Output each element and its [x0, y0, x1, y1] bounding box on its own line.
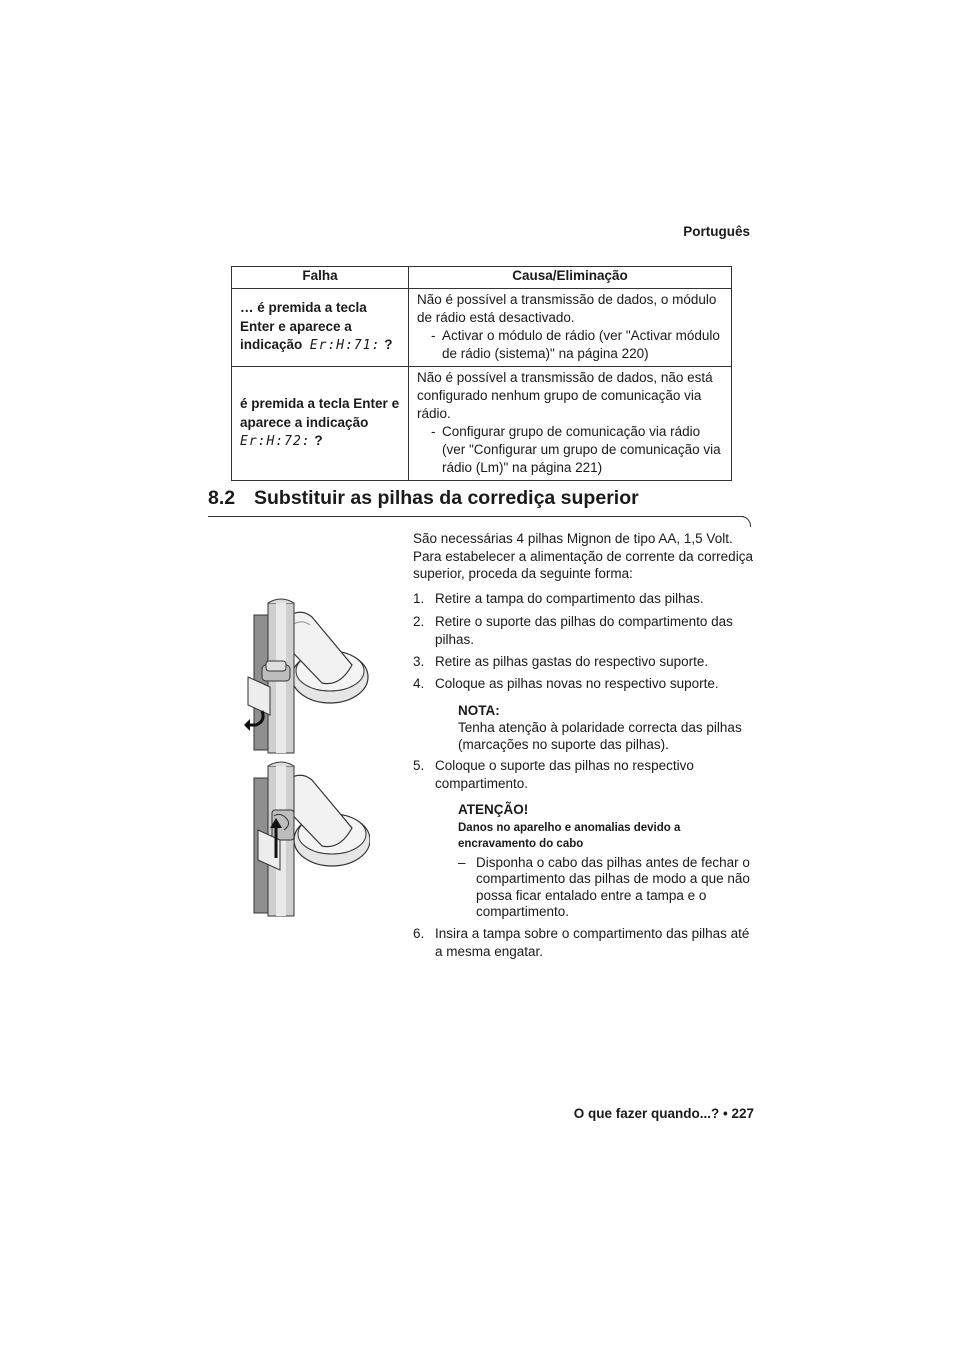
- column-header-cause: Causa/Eliminação: [409, 267, 732, 289]
- language-label: Português: [683, 224, 750, 239]
- list-item: [413, 613, 758, 648]
- step-number: 5.: [413, 758, 425, 773]
- intro-paragraph: São necessárias 4 pilhas Mignon de tipo AA, 1,5 Volt. Para estabelecer a alimentação de corrente da corrediça superior, proceda da seguinte forma:: [413, 531, 753, 581]
- note-heading: NOTA:: [458, 703, 500, 718]
- battery-removal-illustration: [240, 595, 370, 755]
- step-number: 2.: [413, 614, 425, 629]
- question-mark: ?: [384, 337, 393, 353]
- battery-insertion-illustration: [240, 758, 370, 918]
- fault-text-line: Enter e aparece a: [240, 318, 352, 334]
- list-item: [413, 590, 758, 608]
- section-number: 8.2: [208, 487, 236, 509]
- fault-cell: [232, 289, 409, 367]
- list-item: [413, 675, 758, 693]
- warning-item: [458, 855, 758, 920]
- list-item: [413, 653, 758, 671]
- fault-cell: [232, 367, 409, 481]
- step-text: Retire a tampa do compartimento das pilhas.: [435, 591, 704, 606]
- step-number: 4.: [413, 676, 425, 691]
- fault-text-line: … é premida a tecla: [240, 300, 367, 316]
- step-number: 6.: [413, 926, 425, 941]
- step-number: 3.: [413, 654, 425, 669]
- remedy-item: [417, 327, 727, 363]
- fault-text-line: [240, 432, 404, 452]
- table-row: [232, 289, 732, 367]
- remedy-item: [417, 423, 727, 477]
- cause-text: Não é possível a transmissão de dados, o módulo de rádio está desactivado.: [417, 292, 717, 325]
- list-item: [413, 925, 758, 960]
- warning-item-text: Disponha o cabo das pilhas antes de fechar o compartimento das pilhas de modo a que não possa ficar entalado entre a tampa e o compartimento.: [476, 855, 750, 919]
- section-rule-end: [736, 516, 751, 527]
- display-code: Er:H:71:: [309, 338, 381, 354]
- warning-subheading: Danos no aparelho e anomalias devido a encravamento do cabo: [458, 822, 681, 850]
- troubleshooting-table: [231, 266, 732, 481]
- section-rule: [208, 516, 744, 517]
- table-header-row: [232, 267, 732, 289]
- dash-marker: -: [431, 424, 436, 439]
- question-mark: ?: [314, 433, 323, 449]
- table-row: [232, 367, 732, 481]
- remedy-text: Configurar grupo de comunicação via rádio (ver "Configurar um grupo de comunicação via rádio (Lm)" na página 221): [442, 424, 721, 475]
- step-text: Coloque as pilhas novas no respectivo suporte.: [435, 676, 719, 691]
- cause-cell: [409, 289, 732, 367]
- step-number: 1.: [413, 591, 425, 606]
- remedy-text: Activar o módulo de rádio (ver "Activar módulo de rádio (sistema)" na página 220): [442, 328, 720, 361]
- warning-heading: ATENÇÃO!: [458, 802, 529, 817]
- column-header-fault: Falha: [232, 267, 409, 289]
- step-text: Insira a tampa sobre o compartimento das pilhas até a mesma engatar.: [435, 926, 750, 959]
- list-item: [413, 757, 758, 792]
- step-text: Retire o suporte das pilhas do compartimento das pilhas.: [435, 614, 733, 647]
- fault-text-line: [240, 336, 404, 356]
- cause-cell: [409, 367, 732, 481]
- step-text: Coloque o suporte das pilhas no respectivo compartimento.: [435, 758, 694, 791]
- section-title: Substituir as pilhas da corrediça superior: [254, 487, 639, 509]
- step-text: Retire as pilhas gastas do respectivo suporte.: [435, 654, 709, 669]
- cause-text: Não é possível a transmissão de dados, não está configurado nenhum grupo de comunicação via rádio.: [417, 370, 713, 421]
- bullet-marker: –: [458, 855, 466, 870]
- fault-text-line: é premida a tecla Enter e: [240, 396, 400, 412]
- display-code: Er:H:72:: [240, 434, 311, 450]
- note-text: Tenha atenção à polaridade correcta das pilhas (marcações no suporte das pilhas).: [458, 720, 742, 752]
- section-heading: [208, 487, 639, 510]
- page-footer: O que fazer quando...? • 227: [573, 1106, 754, 1121]
- dash-marker: -: [431, 328, 436, 343]
- fault-text-line: aparece a indicação: [240, 414, 369, 430]
- fault-text-line-end: indicação: [240, 337, 303, 353]
